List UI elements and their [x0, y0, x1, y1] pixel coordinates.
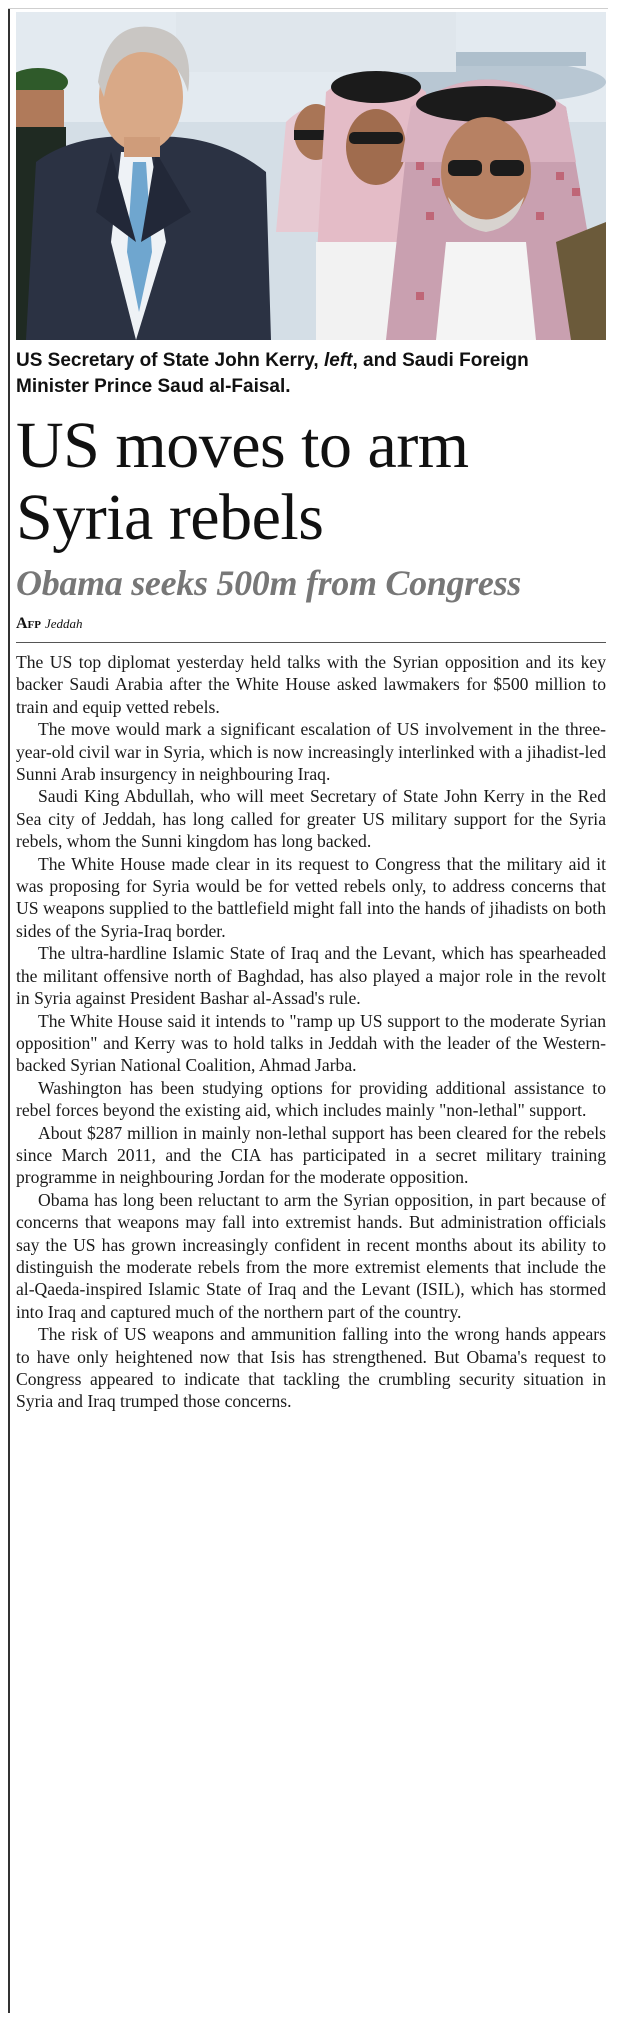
headline-line-1: US moves to arm — [16, 409, 469, 482]
headline — [16, 410, 606, 554]
caption-text-2: , and Saudi Foreign Minister Prince Saud al-Faisal. — [16, 350, 529, 397]
article-body — [16, 651, 606, 1413]
headline-line-2: Syria rebels — [16, 481, 324, 554]
body-paragraph: Obama has long been reluctant to arm the Syrian opposition, in part because of concerns that weapons may fall into extremist hands. But administration officials say the US has grown increasingly confident in recent months about its ability to distinguish the moderate rebels from the more extremist elements that include the al-Qaeda-inspired Islamic State of Iraq and the Levant (ISIL), which has stormed into Iraq and captured much of the northern part of the country. — [16, 1189, 606, 1322]
body-paragraph: Saudi King Abdullah, who will meet Secretary of State John Kerry in the Red Sea city of Jeddah, has long called for greater US military support for the Syria rebels, whom the Sunni kingdom has long backed. — [16, 786, 606, 852]
body-paragraph: The White House made clear in its request to Congress that the military aid it was proposing for Syria would be for vetted rebels only, to address concerns that US weapons supplied to the battlefield might fall into the hands of jihadists on both sides of the Syria-Iraq border. — [16, 853, 606, 941]
body-paragraph: The risk of US weapons and ammunition falling into the wrong hands appears to have only heightened now that Isis has strengthened. But Obama's request to Congress appeared to indicate that tackling the crumbling security situation in Syria and Iraq trumped those concerns. — [16, 1324, 606, 1412]
body-paragraph: The ultra-hardline Islamic State of Iraq and the Levant, which has spearheaded the militant offensive north of Baghdad, has also played a major role in the revolt in Syria against President Bashar al-Assad's rule. — [16, 943, 606, 1009]
caption-text-left: left — [323, 350, 353, 371]
news-article — [16, 12, 606, 1413]
caption-text-1: US Secretary of State John Kerry, — [16, 350, 324, 371]
byline-place: Jeddah — [45, 616, 83, 631]
body-paragraph: The White House said it intends to "ramp up US support to the moderate Syrian opposition" and Kerry was to hold talks in Jeddah with the leader of the Western-backed Syrian National Coalition, Ahmad Jarba. — [16, 1010, 606, 1076]
article-photo — [16, 12, 606, 340]
column-left-rule — [8, 8, 10, 2013]
byline — [16, 614, 606, 634]
body-paragraph: The move would mark a significant escalation of US involvement in the three-year-old civil war in Syria, which is now increasingly interlinked with a jihadist-led Sunni Arab insurgency in neighbouring Iraq. — [16, 719, 606, 785]
photo-caption — [16, 348, 606, 400]
body-paragraph: The US top diplomat yesterday held talks with the Syrian opposition and its key backer Saudi Arabia after the White House asked lawmakers for $500 million to train and equip vetted rebels. — [16, 652, 606, 717]
column-top-rule — [8, 8, 608, 9]
body-paragraph: About $287 million in mainly non-lethal support has been cleared for the rebels since March 2011, and the CIA has participated in a secret military training programme in neighbouring Jordan for the moderate opposition. — [16, 1122, 606, 1188]
photo-kerry-saud-icon — [16, 12, 606, 340]
subheadline: Obama seeks 500m from Congress — [16, 563, 522, 603]
body-paragraph: Washington has been studying options for providing additional assistance to rebel forces beyond the existing aid, which includes mainly "non-lethal" support. — [16, 1077, 606, 1121]
byline-agency: Afp — [16, 615, 41, 632]
byline-divider — [16, 642, 606, 643]
